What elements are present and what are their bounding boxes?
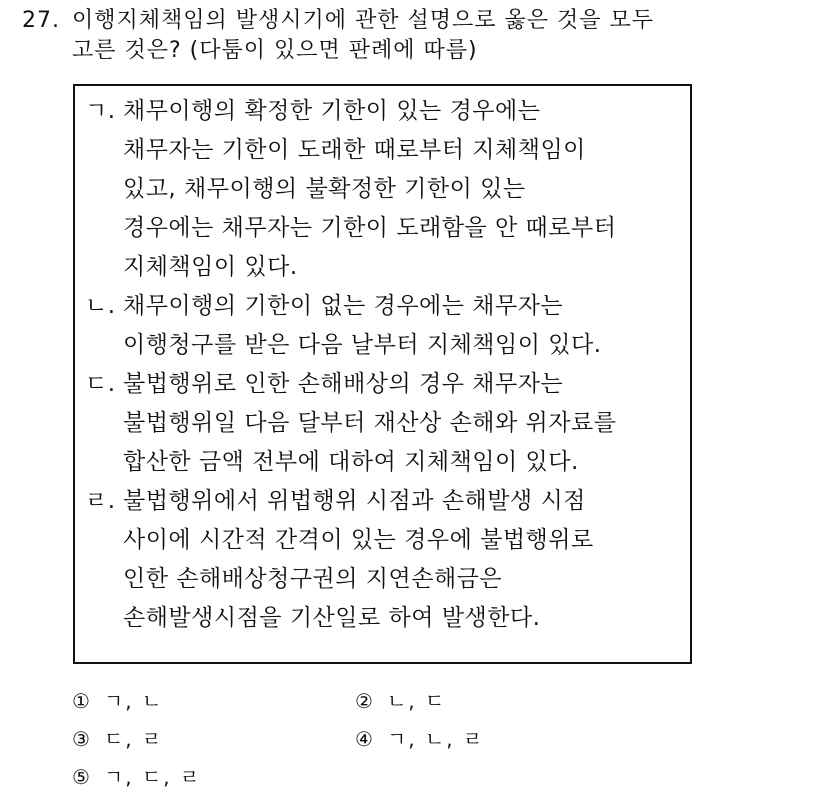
answer-choices [72, 680, 672, 794]
choice-text: ㄷ, ㄹ [103, 726, 164, 751]
statement-nieun [85, 287, 690, 365]
question-line-2 [22, 36, 812, 66]
question-stem [22, 6, 812, 66]
choice-4[interactable] [355, 723, 638, 752]
choice-2[interactable] [355, 685, 638, 714]
statement-box [73, 84, 692, 664]
statement-rieul [85, 482, 690, 638]
statement-label: ㄹ. [85, 488, 116, 514]
statement-digeut [85, 365, 690, 482]
statement-line: 있고, 채무이행의 불확정한 기한이 있는 [123, 176, 526, 202]
question-text-2: 고른 것은? (다툼이 있으면 판례에 따름) [72, 38, 478, 63]
statement-line: 이행청구를 받은 다음 날부터 지체책임이 있다. [123, 332, 602, 358]
question-number: 27. [22, 8, 60, 33]
statement-line: 채무이행의 기한이 없는 경우에는 채무자는 [123, 293, 564, 319]
statement-label: ㄴ. [85, 293, 116, 319]
choice-number: ⑤ [72, 764, 92, 789]
statement-line: 경우에는 채무자는 기한이 도래함을 안 때로부터 [123, 215, 617, 241]
question-line-1 [22, 6, 812, 36]
choice-text: ㄱ, ㄴ, ㄹ [386, 726, 485, 751]
statement-line: 불법행위일 다음 달부터 재산상 손해와 위자료를 [123, 410, 617, 436]
statement-line: 인한 손해배상청구권의 지연손해금은 [123, 566, 503, 592]
statement-line: 불법행위로 인한 손해배상의 경우 채무자는 [123, 371, 564, 397]
statement-line: 사이에 시간적 간격이 있는 경우에 불법행위로 [123, 527, 594, 553]
choice-text: ㄴ, ㄷ [386, 688, 447, 713]
choice-3[interactable] [72, 723, 355, 752]
statement-line: 지체책임이 있다. [123, 254, 298, 280]
statement-line: 손해발생시점을 기산일로 하여 발생한다. [123, 605, 541, 631]
statement-line: 채무이행의 확정한 기한이 있는 경우에는 [123, 98, 541, 124]
choice-5[interactable] [72, 761, 355, 790]
question-text-1: 이행지체책임의 발생시기에 관한 설명으로 옳은 것을 모두 [72, 8, 655, 33]
choice-number: ① [72, 688, 92, 713]
choice-number: ④ [355, 726, 375, 751]
choice-text: ㄱ, ㄴ [103, 688, 164, 713]
statement-giyeok [85, 92, 690, 287]
statement-line: 합산한 금액 전부에 대하여 지체책임이 있다. [123, 449, 579, 475]
choice-number: ② [355, 688, 375, 713]
choice-text: ㄱ, ㄷ, ㄹ [103, 764, 202, 789]
statement-label: ㄷ. [85, 371, 116, 397]
statement-line: 불법행위에서 위법행위 시점과 손해발생 시점 [123, 488, 586, 514]
statement-label: ㄱ. [85, 98, 116, 124]
choice-1[interactable] [72, 685, 355, 714]
choice-number: ③ [72, 726, 92, 751]
statement-line: 채무자는 기한이 도래한 때로부터 지체책임이 [123, 137, 586, 163]
